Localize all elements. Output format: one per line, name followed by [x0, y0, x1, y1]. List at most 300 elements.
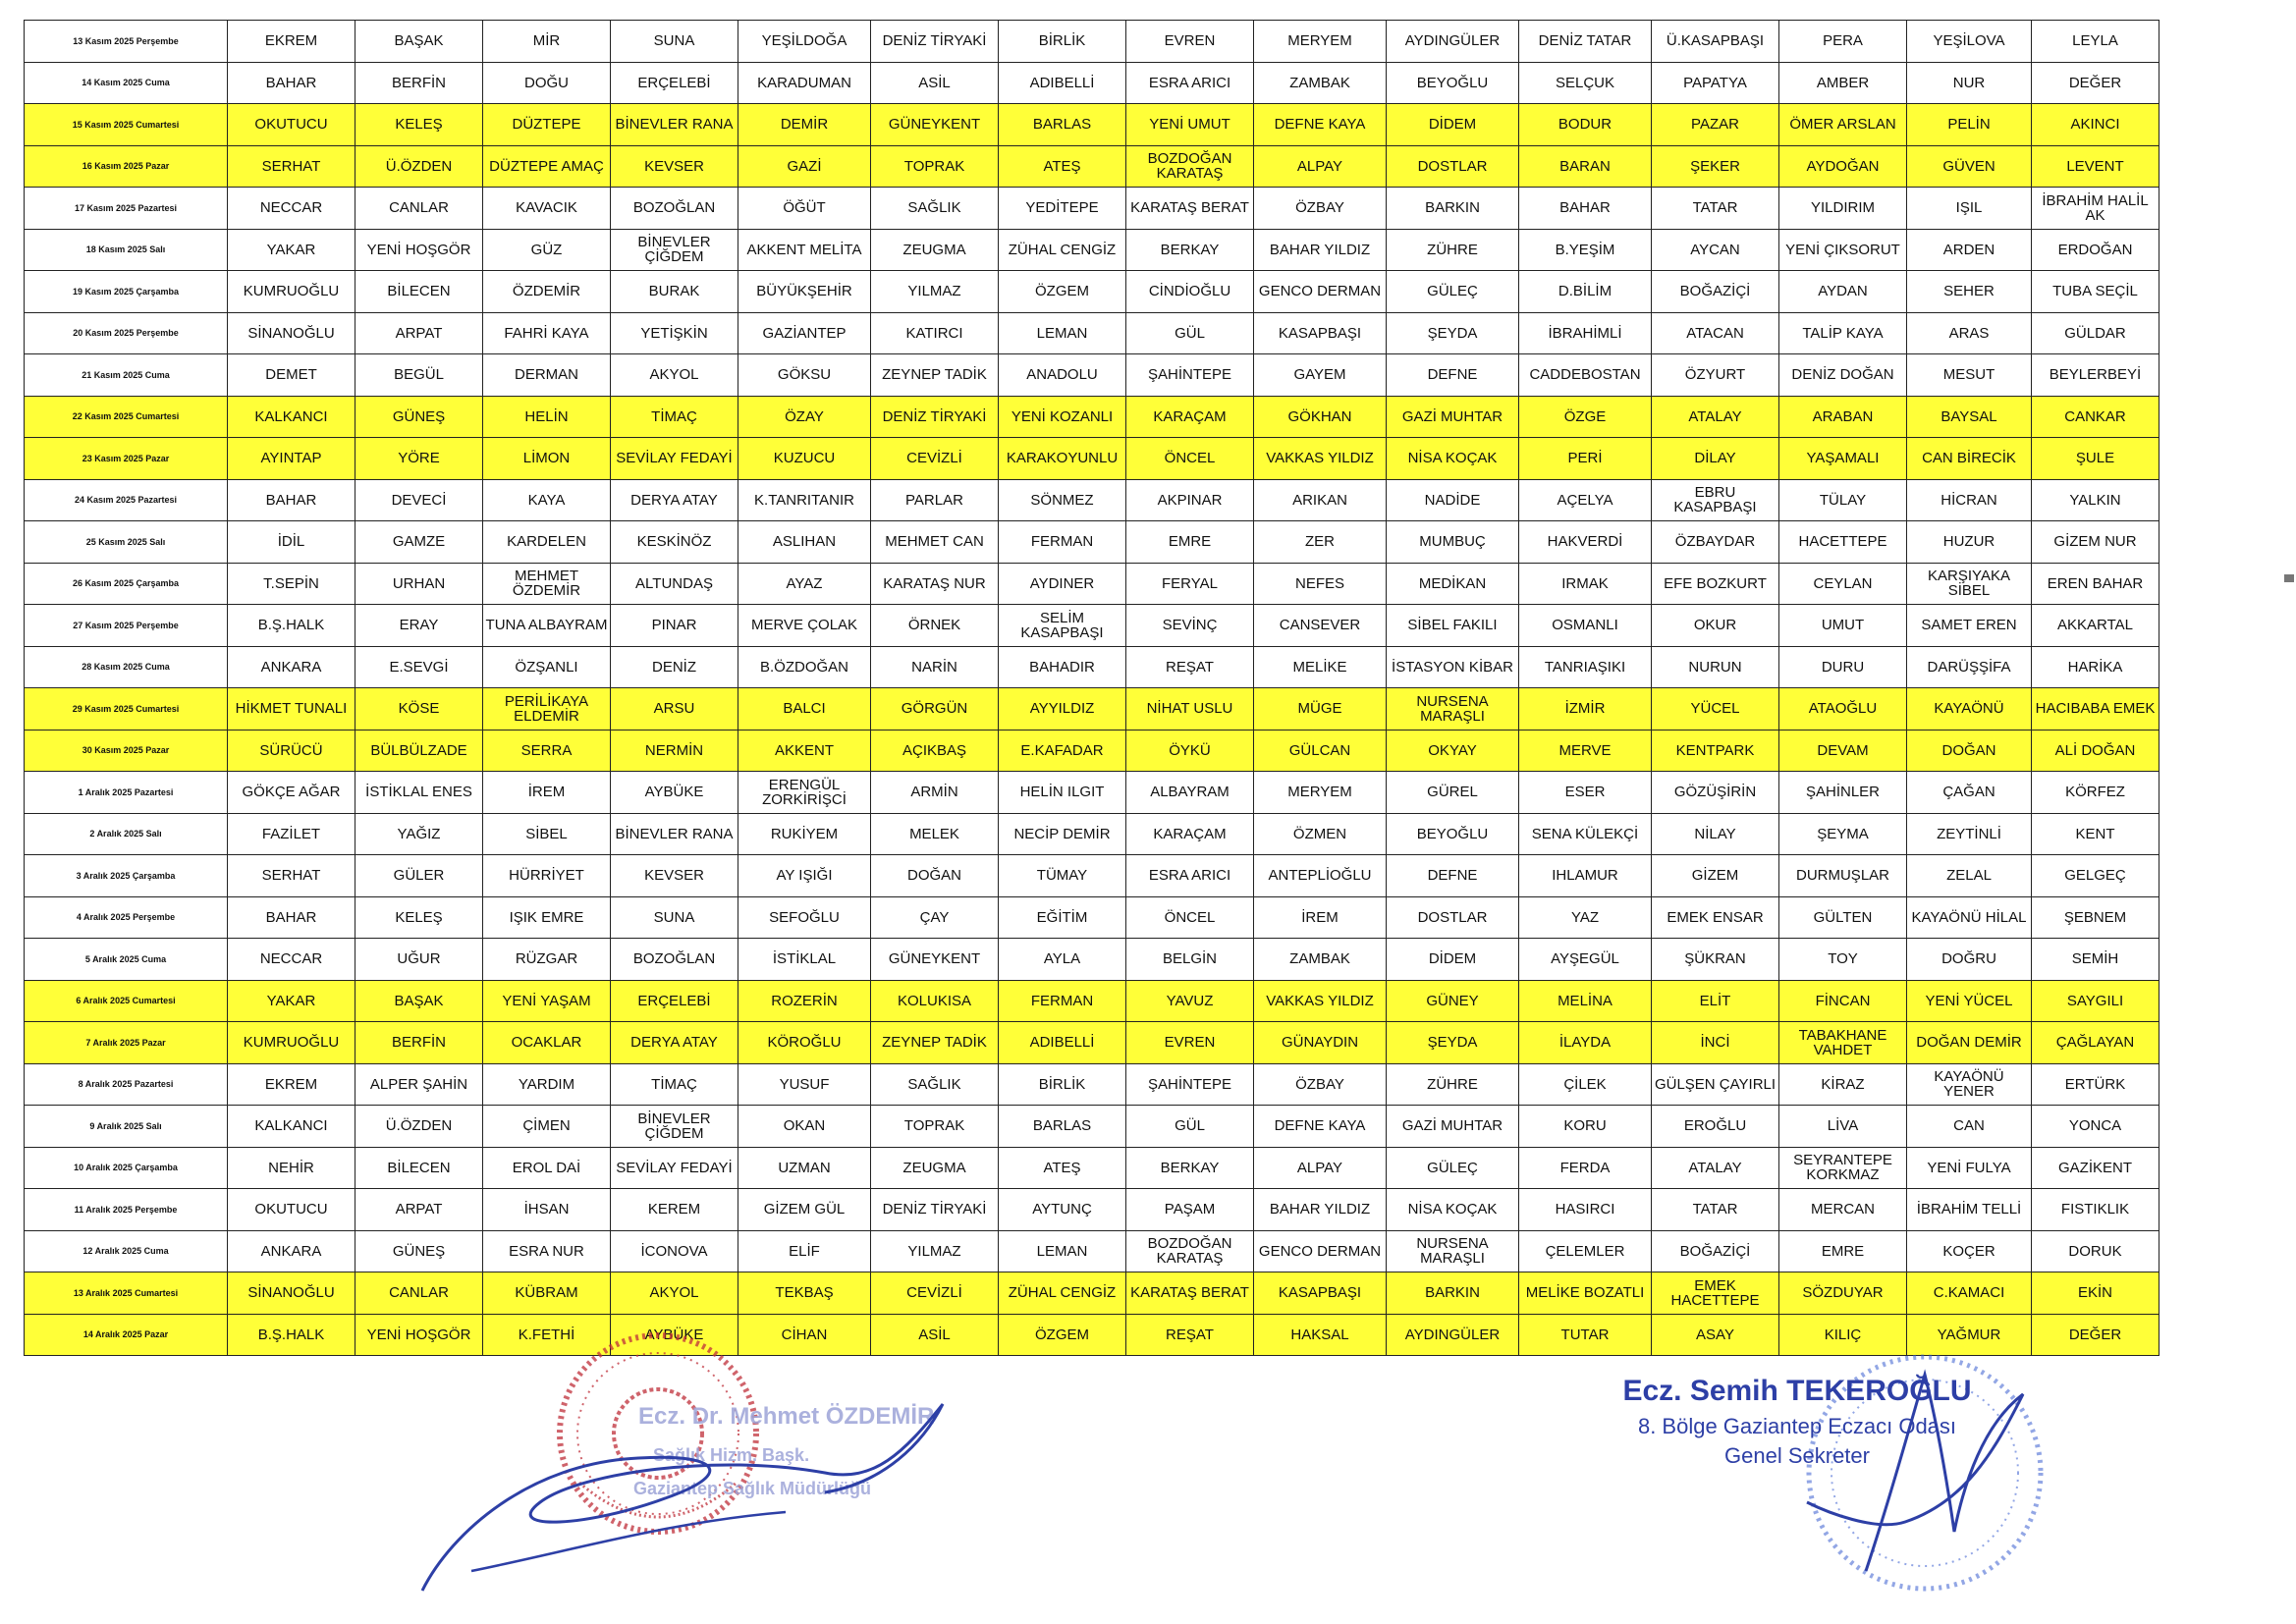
pharmacy-cell: İCONOVA	[611, 1230, 738, 1272]
pharmacy-cell: NİSA KOÇAK	[1387, 438, 1519, 480]
pharmacy-cell: AYDINER	[999, 563, 1126, 605]
date-cell: 11 Aralık 2025 Perşembe	[25, 1189, 228, 1231]
schedule-row	[25, 271, 2159, 313]
pharmacy-cell: YEDİTEPE	[999, 188, 1126, 230]
date-cell: 19 Kasım 2025 Çarşamba	[25, 271, 228, 313]
schedule-row	[25, 104, 2159, 146]
pharmacy-cell: YAZ	[1519, 896, 1652, 939]
pharmacy-cell: GÜZ	[483, 229, 611, 271]
pharmacy-cell: DOSTLAR	[1387, 145, 1519, 188]
pharmacy-cell: ALTUNDAŞ	[611, 563, 738, 605]
pharmacy-cell: ERTÜRK	[2032, 1063, 2159, 1106]
pharmacy-cell: AKKENT	[738, 730, 871, 772]
pharmacy-cell: E.KAFADAR	[999, 730, 1126, 772]
pharmacy-duty-schedule-table	[24, 20, 2159, 1356]
pharmacy-cell: DOĞAN	[1907, 730, 2032, 772]
pharmacy-cell: AKINCI	[2032, 104, 2159, 146]
pharmacy-cell: GELGEÇ	[2032, 855, 2159, 897]
pharmacy-cell: BAYSAL	[1907, 396, 2032, 438]
pharmacy-cell: MELEK	[871, 813, 999, 855]
date-cell: 7 Aralık 2025 Pazar	[25, 1022, 228, 1064]
pharmacy-cell: DARÜŞŞİFA	[1907, 646, 2032, 688]
pharmacy-cell: LEYLA	[2032, 21, 2159, 63]
schedule-row	[25, 1147, 2159, 1189]
pharmacy-cell: GAZİ MUHTAR	[1387, 396, 1519, 438]
date-cell: 14 Kasım 2025 Cuma	[25, 62, 228, 104]
pharmacy-cell: SAĞLIK	[871, 188, 999, 230]
pharmacy-cell: LİVA	[1779, 1106, 1907, 1148]
pharmacy-cell: TALİP KAYA	[1779, 312, 1907, 354]
pharmacy-cell: LEMAN	[999, 312, 1126, 354]
pharmacy-cell: MEDİKAN	[1387, 563, 1519, 605]
pharmacy-cell: ZEUGMA	[871, 1147, 999, 1189]
pharmacy-cell: BİNEVLER ÇİĞDEM	[611, 229, 738, 271]
pharmacy-cell: İSTASYON KİBAR	[1387, 646, 1519, 688]
pharmacy-cell: GAYEM	[1254, 354, 1387, 397]
pharmacy-cell: ASİL	[871, 62, 999, 104]
schedule-row	[25, 1106, 2159, 1148]
pharmacy-cell: KARAÇAM	[1126, 813, 1254, 855]
signatory-block	[1561, 1375, 2033, 1469]
date-cell: 13 Aralık 2025 Cumartesi	[25, 1272, 228, 1315]
date-cell: 29 Kasım 2025 Cumartesi	[25, 688, 228, 731]
pharmacy-cell: ESRA ARICI	[1126, 62, 1254, 104]
pharmacy-cell: ARAS	[1907, 312, 2032, 354]
pharmacy-cell: HELİN ILGIT	[999, 772, 1126, 814]
pharmacy-cell: EMRE	[1126, 521, 1254, 564]
pharmacy-cell: EVREN	[1126, 1022, 1254, 1064]
pharmacy-cell: B.ÖZDOĞAN	[738, 646, 871, 688]
pharmacy-cell: CİNDİOĞLU	[1126, 271, 1254, 313]
pharmacy-cell: NERMİN	[611, 730, 738, 772]
pharmacy-cell: KAYAÖNÜ	[1907, 688, 2032, 731]
schedule-row	[25, 772, 2159, 814]
pharmacy-cell: PERA	[1779, 21, 1907, 63]
pharmacy-cell: BERKAY	[1126, 1147, 1254, 1189]
pharmacy-cell: ARABAN	[1779, 396, 1907, 438]
pharmacy-cell: AKKARTAL	[2032, 605, 2159, 647]
date-cell: 2 Aralık 2025 Salı	[25, 813, 228, 855]
pharmacy-cell: DOĞAN DEMİR	[1907, 1022, 2032, 1064]
pharmacy-cell: YÜCEL	[1652, 688, 1779, 731]
pharmacy-cell: TABAKHANE VAHDET	[1779, 1022, 1907, 1064]
pharmacy-cell: BARKIN	[1387, 188, 1519, 230]
pharmacy-cell: KARDELEN	[483, 521, 611, 564]
pharmacy-cell: SUNA	[611, 21, 738, 63]
pharmacy-cell: ÇAY	[871, 896, 999, 939]
pharmacy-cell: KÖSE	[355, 688, 483, 731]
pharmacy-cell: EBRU KASAPBAŞI	[1652, 479, 1779, 521]
pharmacy-cell: EROL DAİ	[483, 1147, 611, 1189]
pharmacy-cell: ÖZDEMİR	[483, 271, 611, 313]
pharmacy-cell: GÜNEY	[1387, 980, 1519, 1022]
pharmacy-cell: AYINTAP	[228, 438, 355, 480]
pharmacy-cell: TİMAÇ	[611, 1063, 738, 1106]
schedule-row	[25, 62, 2159, 104]
pharmacy-cell: MERVE ÇOLAK	[738, 605, 871, 647]
pharmacy-cell: KAYAÖNÜ YENER	[1907, 1063, 2032, 1106]
pharmacy-cell: KENTPARK	[1652, 730, 1779, 772]
pharmacy-cell: RÜZGAR	[483, 939, 611, 981]
pharmacy-cell: DİLAY	[1652, 438, 1779, 480]
pharmacy-cell: SÖNMEZ	[999, 479, 1126, 521]
pharmacy-cell: DERYA ATAY	[611, 479, 738, 521]
pharmacy-cell: ARSU	[611, 688, 738, 731]
pharmacy-cell: SERRA	[483, 730, 611, 772]
svg-text:Sağlık Hizm. Başk.: Sağlık Hizm. Başk.	[653, 1445, 810, 1465]
pharmacy-cell: VAKKAS YILDIZ	[1254, 980, 1387, 1022]
pharmacy-cell: BERFİN	[355, 62, 483, 104]
schedule-row	[25, 1022, 2159, 1064]
schedule-row	[25, 21, 2159, 63]
pharmacy-cell: ŞEBNEM	[2032, 896, 2159, 939]
pharmacy-cell: BEGÜL	[355, 354, 483, 397]
pharmacy-cell: UMUT	[1779, 605, 1907, 647]
pharmacy-cell: AYLA	[999, 939, 1126, 981]
pharmacy-cell: ARIKAN	[1254, 479, 1387, 521]
pharmacy-cell: ZAMBAK	[1254, 939, 1387, 981]
pharmacy-cell: TATAR	[1652, 1189, 1779, 1231]
pharmacy-cell: LEMAN	[999, 1230, 1126, 1272]
pharmacy-cell: ROZERİN	[738, 980, 871, 1022]
pharmacy-cell: NURSENA MARAŞLI	[1387, 688, 1519, 731]
pharmacy-cell: FISTIKLIK	[2032, 1189, 2159, 1231]
pharmacy-cell: ŞAHİNLER	[1779, 772, 1907, 814]
pharmacy-cell: GÜLEÇ	[1387, 271, 1519, 313]
pharmacy-cell: HELİN	[483, 396, 611, 438]
pharmacy-cell: NUR	[1907, 62, 2032, 104]
pharmacy-cell: AÇIKBAŞ	[871, 730, 999, 772]
pharmacy-cell: TİMAÇ	[611, 396, 738, 438]
pharmacy-cell: CEVİZLİ	[871, 438, 999, 480]
pharmacy-cell: EROĞLU	[1652, 1106, 1779, 1148]
pharmacy-cell: SELİM KASAPBAŞI	[999, 605, 1126, 647]
pharmacy-cell: ZÜHRE	[1387, 229, 1519, 271]
date-cell: 9 Aralık 2025 Salı	[25, 1106, 228, 1148]
pharmacy-cell: DENİZ DOĞAN	[1779, 354, 1907, 397]
pharmacy-cell: YENİ FULYA	[1907, 1147, 2032, 1189]
pharmacy-cell: HİCRAN	[1907, 479, 2032, 521]
pharmacy-cell: ZÜHAL CENGİZ	[999, 229, 1126, 271]
pharmacy-cell: HAKVERDİ	[1519, 521, 1652, 564]
pharmacy-cell: GÜVEN	[1907, 145, 2032, 188]
pharmacy-cell: ZEYNEP TADİK	[871, 354, 999, 397]
pharmacy-cell: CEVİZLİ	[871, 1272, 999, 1315]
pharmacy-cell: GÜLER	[355, 855, 483, 897]
pharmacy-cell: DÜZTEPE AMAÇ	[483, 145, 611, 188]
date-cell: 8 Aralık 2025 Pazartesi	[25, 1063, 228, 1106]
pharmacy-cell: HASIRCI	[1519, 1189, 1652, 1231]
schedule-row	[25, 896, 2159, 939]
pharmacy-cell: ŞÜKRAN	[1652, 939, 1779, 981]
pharmacy-cell: KEVSER	[611, 145, 738, 188]
pharmacy-cell: İHSAN	[483, 1189, 611, 1231]
pharmacy-cell: NİSA KOÇAK	[1387, 1189, 1519, 1231]
pharmacy-cell: BOZOĞLAN	[611, 939, 738, 981]
pharmacy-cell: D.BİLİM	[1519, 271, 1652, 313]
pharmacy-cell: GAZİKENT	[2032, 1147, 2159, 1189]
pharmacy-cell: ADIBELLİ	[999, 1022, 1126, 1064]
pharmacy-cell: YAĞMUR	[1907, 1314, 2032, 1356]
left-stamp-and-signature	[412, 1326, 972, 1600]
pharmacy-cell: KELEŞ	[355, 896, 483, 939]
pharmacy-cell: SİNANOĞLU	[228, 312, 355, 354]
pharmacy-cell: DOĞRU	[1907, 939, 2032, 981]
schedule-row	[25, 813, 2159, 855]
pharmacy-cell: KUMRUOĞLU	[228, 1022, 355, 1064]
pharmacy-cell: İREM	[1254, 896, 1387, 939]
pharmacy-cell: SEYRANTEPE KORKMAZ	[1779, 1147, 1907, 1189]
pharmacy-cell: CİHAN	[738, 1314, 871, 1356]
pharmacy-cell: NADİDE	[1387, 479, 1519, 521]
pharmacy-cell: B.Ş.HALK	[228, 605, 355, 647]
pharmacy-cell: VAKKAS YILDIZ	[1254, 438, 1387, 480]
schedule-row	[25, 312, 2159, 354]
pharmacy-cell: IRMAK	[1519, 563, 1652, 605]
pharmacy-cell: KARAKOYUNLU	[999, 438, 1126, 480]
pharmacy-cell: DENİZ TİRYAKİ	[871, 1189, 999, 1231]
pharmacy-cell: AYYILDIZ	[999, 688, 1126, 731]
schedule-row	[25, 730, 2159, 772]
pharmacy-cell: BAHAR	[1519, 188, 1652, 230]
date-cell: 17 Kasım 2025 Pazartesi	[25, 188, 228, 230]
pharmacy-cell: DENİZ	[611, 646, 738, 688]
pharmacy-cell: BÜLBÜLZADE	[355, 730, 483, 772]
pharmacy-cell: BÜYÜKŞEHİR	[738, 271, 871, 313]
pharmacy-cell: PARLAR	[871, 479, 999, 521]
pharmacy-cell: ÖNCEL	[1126, 896, 1254, 939]
pharmacy-cell: AMBER	[1779, 62, 1907, 104]
pharmacy-cell: KAYA	[483, 479, 611, 521]
pharmacy-cell: ATACAN	[1652, 312, 1779, 354]
pharmacy-cell: TUNA ALBAYRAM	[483, 605, 611, 647]
pharmacy-cell: DEFNE	[1387, 855, 1519, 897]
date-cell: 21 Kasım 2025 Cuma	[25, 354, 228, 397]
pharmacy-cell: ÖZBAYDAR	[1652, 521, 1779, 564]
pharmacy-cell: TEKBAŞ	[738, 1272, 871, 1315]
pharmacy-cell: MESUT	[1907, 354, 2032, 397]
pharmacy-cell: DEĞER	[2032, 62, 2159, 104]
pharmacy-cell: GÜNEŞ	[355, 1230, 483, 1272]
pharmacy-cell: ÖZYURT	[1652, 354, 1779, 397]
pharmacy-cell: GAZİ MUHTAR	[1387, 1106, 1519, 1148]
date-cell: 4 Aralık 2025 Perşembe	[25, 896, 228, 939]
schedule-row	[25, 646, 2159, 688]
pharmacy-cell: UĞUR	[355, 939, 483, 981]
pharmacy-cell: İLAYDA	[1519, 1022, 1652, 1064]
pharmacy-cell: EKREM	[228, 21, 355, 63]
pharmacy-cell: DENİZ TİRYAKİ	[871, 21, 999, 63]
pharmacy-cell: EREN BAHAR	[2032, 563, 2159, 605]
pharmacy-cell: KEREM	[611, 1189, 738, 1231]
pharmacy-cell: AYCAN	[1652, 229, 1779, 271]
pharmacy-cell: K.TANRITANIR	[738, 479, 871, 521]
pharmacy-cell: BODUR	[1519, 104, 1652, 146]
pharmacy-cell: NECİP DEMİR	[999, 813, 1126, 855]
pharmacy-cell: NURUN	[1652, 646, 1779, 688]
pharmacy-cell: DOĞU	[483, 62, 611, 104]
pharmacy-cell: BALCI	[738, 688, 871, 731]
pharmacy-cell: PINAR	[611, 605, 738, 647]
pharmacy-cell: ARMİN	[871, 772, 999, 814]
pharmacy-cell: ZAMBAK	[1254, 62, 1387, 104]
pharmacy-cell: DENİZ TATAR	[1519, 21, 1652, 63]
pharmacy-cell: SAMET EREN	[1907, 605, 2032, 647]
pharmacy-cell: KENT	[2032, 813, 2159, 855]
pharmacy-cell: YAKAR	[228, 980, 355, 1022]
pharmacy-cell: BARAN	[1519, 145, 1652, 188]
pharmacy-cell: KARATAŞ BERAT	[1126, 1272, 1254, 1315]
pharmacy-cell: YILMAZ	[871, 271, 999, 313]
pharmacy-cell: CADDEBOSTAN	[1519, 354, 1652, 397]
pharmacy-cell: ELİF	[738, 1230, 871, 1272]
pharmacy-cell: KİRAZ	[1779, 1063, 1907, 1106]
schedule-row	[25, 1230, 2159, 1272]
svg-text:Gaziantep Sağlık Müdürlüğü: Gaziantep Sağlık Müdürlüğü	[633, 1479, 872, 1498]
pharmacy-cell: YAŞAMALI	[1779, 438, 1907, 480]
pharmacy-cell: EVREN	[1126, 21, 1254, 63]
pharmacy-cell: ÖMER ARSLAN	[1779, 104, 1907, 146]
pharmacy-cell: ZEUGMA	[871, 229, 999, 271]
pharmacy-cell: HACETTEPE	[1779, 521, 1907, 564]
pharmacy-cell: ERENGÜL ZORKİRİŞCİ	[738, 772, 871, 814]
pharmacy-cell: ALPAY	[1254, 145, 1387, 188]
pharmacy-cell: BURAK	[611, 271, 738, 313]
pharmacy-cell: Ü.ÖZDEN	[355, 145, 483, 188]
pharmacy-cell: YENİ ÇIKSORUT	[1779, 229, 1907, 271]
pharmacy-cell: ASİL	[871, 1314, 999, 1356]
pharmacy-cell: ELİT	[1652, 980, 1779, 1022]
pharmacy-cell: BİLECEN	[355, 271, 483, 313]
pharmacy-cell: YARDIM	[483, 1063, 611, 1106]
schedule-body	[25, 21, 2159, 1356]
schedule-row	[25, 145, 2159, 188]
pharmacy-cell: YUSUF	[738, 1063, 871, 1106]
pharmacy-cell: YENİ YÜCEL	[1907, 980, 2032, 1022]
pharmacy-cell: ÖZAY	[738, 396, 871, 438]
pharmacy-cell: SEFOĞLU	[738, 896, 871, 939]
pharmacy-cell: DENİZ TİRYAKİ	[871, 396, 999, 438]
pharmacy-cell: YAVUZ	[1126, 980, 1254, 1022]
pharmacy-cell: FERMAN	[999, 980, 1126, 1022]
pharmacy-cell: UZMAN	[738, 1147, 871, 1189]
pharmacy-cell: ADIBELLİ	[999, 62, 1126, 104]
pharmacy-cell: EFE BOZKURT	[1652, 563, 1779, 605]
pharmacy-cell: ATALAY	[1652, 1147, 1779, 1189]
pharmacy-cell: GAZİ	[738, 145, 871, 188]
pharmacy-cell: K.FETHİ	[483, 1314, 611, 1356]
date-cell: 12 Aralık 2025 Cuma	[25, 1230, 228, 1272]
pharmacy-cell: İSTİKLAL ENES	[355, 772, 483, 814]
pharmacy-cell: KARAÇAM	[1126, 396, 1254, 438]
pharmacy-cell: Ü.ÖZDEN	[355, 1106, 483, 1148]
pharmacy-cell: GÖKHAN	[1254, 396, 1387, 438]
pharmacy-cell: TATAR	[1652, 188, 1779, 230]
pharmacy-cell: ÖZMEN	[1254, 813, 1387, 855]
pharmacy-cell: ZELAL	[1907, 855, 2032, 897]
pharmacy-cell: KARATAŞ NUR	[871, 563, 999, 605]
pharmacy-cell: MEHMET CAN	[871, 521, 999, 564]
pharmacy-cell: MELİNA	[1519, 980, 1652, 1022]
pharmacy-cell: BERKAY	[1126, 229, 1254, 271]
pharmacy-cell: YENİ YAŞAM	[483, 980, 611, 1022]
pharmacy-cell: KOÇER	[1907, 1230, 2032, 1272]
pharmacy-cell: YILMAZ	[871, 1230, 999, 1272]
pharmacy-cell: YENİ HOŞGÖR	[355, 1314, 483, 1356]
pharmacy-cell: KÖROĞLU	[738, 1022, 871, 1064]
pharmacy-cell: CAN BİRECİK	[1907, 438, 2032, 480]
pharmacy-cell: GÜNAYDIN	[1254, 1022, 1387, 1064]
pharmacy-cell: GÖKÇE AĞAR	[228, 772, 355, 814]
pharmacy-cell: ANKARA	[228, 1230, 355, 1272]
schedule-row	[25, 1063, 2159, 1106]
pharmacy-cell: BİRLİK	[999, 21, 1126, 63]
date-cell: 16 Kasım 2025 Pazar	[25, 145, 228, 188]
signatory-institution: 8. Bölge Gaziantep Eczacı Odası	[1637, 1414, 1957, 1438]
pharmacy-cell: MİR	[483, 21, 611, 63]
pharmacy-cell: OCAKLAR	[483, 1022, 611, 1064]
pharmacy-cell: EMEK HACETTEPE	[1652, 1272, 1779, 1315]
pharmacy-cell: ALİ DOĞAN	[2032, 730, 2159, 772]
pharmacy-cell: TUBA SEÇİL	[2032, 271, 2159, 313]
pharmacy-cell: ASAY	[1652, 1314, 1779, 1356]
pharmacy-cell: FAHRİ KAYA	[483, 312, 611, 354]
date-cell: 6 Aralık 2025 Cumartesi	[25, 980, 228, 1022]
pharmacy-cell: CANSEVER	[1254, 605, 1387, 647]
pharmacy-cell: TOPRAK	[871, 1106, 999, 1148]
pharmacy-cell: CANLAR	[355, 1272, 483, 1315]
pharmacy-cell: ERÇELEBİ	[611, 62, 738, 104]
schedule-row	[25, 855, 2159, 897]
pharmacy-cell: NEHİR	[228, 1147, 355, 1189]
pharmacy-cell: BİNEVLER RANA	[611, 104, 738, 146]
pharmacy-cell: KATIRCI	[871, 312, 999, 354]
pharmacy-cell: DURMUŞLAR	[1779, 855, 1907, 897]
pharmacy-cell: MERYEM	[1254, 21, 1387, 63]
pharmacy-cell: MELİKE BOZATLI	[1519, 1272, 1652, 1315]
date-cell: 15 Kasım 2025 Cumartesi	[25, 104, 228, 146]
schedule-row	[25, 229, 2159, 271]
pharmacy-cell: SELÇUK	[1519, 62, 1652, 104]
pharmacy-cell: DEĞER	[2032, 1314, 2159, 1356]
pharmacy-cell: BOĞAZİÇİ	[1652, 271, 1779, 313]
pharmacy-cell: CAN	[1907, 1106, 2032, 1148]
pharmacy-cell: YILDIRIM	[1779, 188, 1907, 230]
pharmacy-cell: DEFNE KAYA	[1254, 104, 1387, 146]
pharmacy-cell: LİMON	[483, 438, 611, 480]
pharmacy-cell: GÜL	[1126, 312, 1254, 354]
pharmacy-cell: SEMİH	[2032, 939, 2159, 981]
pharmacy-cell: NEFES	[1254, 563, 1387, 605]
pharmacy-cell: BARLAS	[999, 1106, 1126, 1148]
pharmacy-cell: KARATAŞ BERAT	[1126, 188, 1254, 230]
pharmacy-cell: İSTİKLAL	[738, 939, 871, 981]
pharmacy-cell: AYAZ	[738, 563, 871, 605]
pharmacy-cell: BAŞAK	[355, 21, 483, 63]
pharmacy-cell: HUZUR	[1907, 521, 2032, 564]
pharmacy-cell: İZMİR	[1519, 688, 1652, 731]
pharmacy-cell: B.YEŞİM	[1519, 229, 1652, 271]
pharmacy-cell: DERYA ATAY	[611, 1022, 738, 1064]
date-cell: 18 Kasım 2025 Salı	[25, 229, 228, 271]
pharmacy-cell: YALKIN	[2032, 479, 2159, 521]
date-cell: 20 Kasım 2025 Perşembe	[25, 312, 228, 354]
pharmacy-cell: ZÜHRE	[1387, 1063, 1519, 1106]
pharmacy-cell: KALKANCI	[228, 1106, 355, 1148]
pharmacy-cell: AYBÜKE	[611, 772, 738, 814]
pharmacy-cell: RUKİYEM	[738, 813, 871, 855]
pharmacy-cell: PAPATYA	[1652, 62, 1779, 104]
